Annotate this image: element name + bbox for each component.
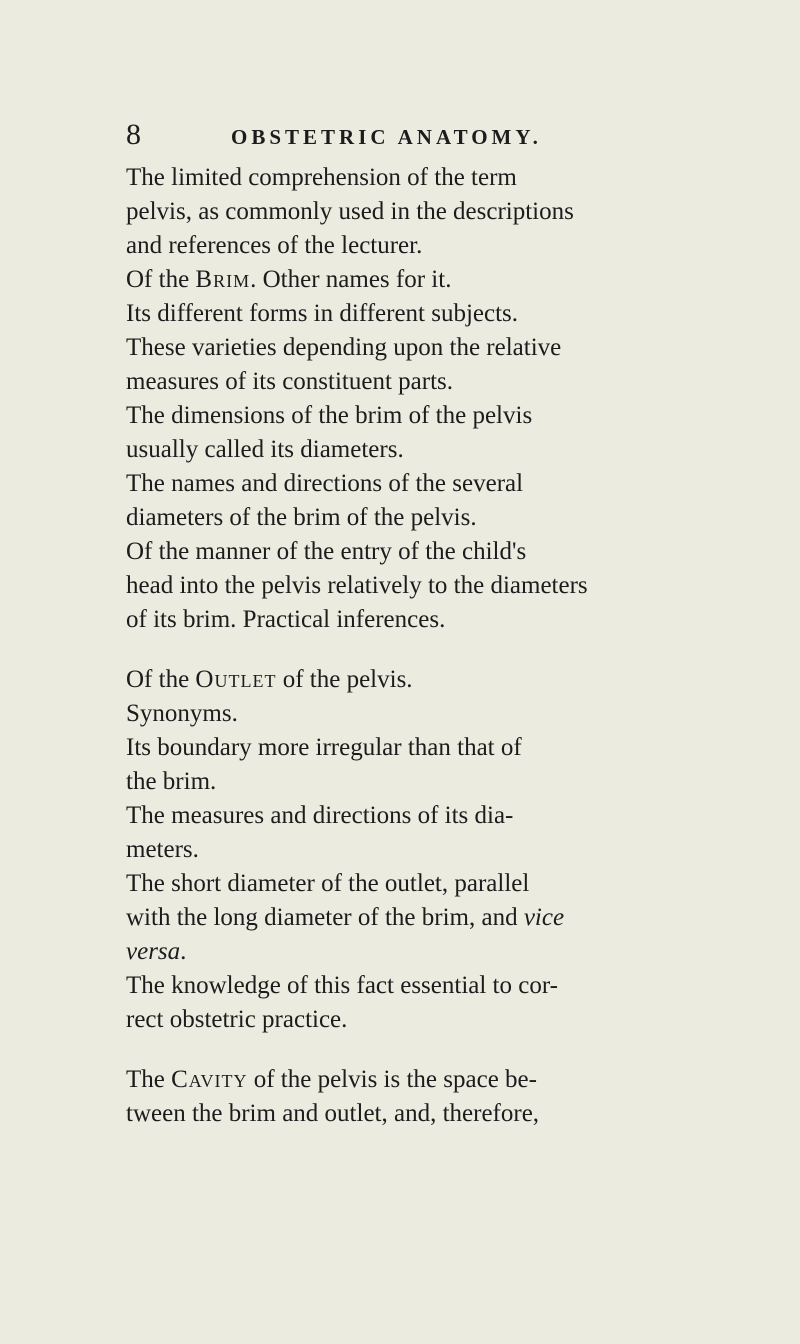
text-line: The knowledge of this fact essential to cor-	[126, 972, 558, 999]
section-term-cavity: Cavity	[171, 1066, 248, 1093]
text-line: measures of its constituent parts.	[126, 368, 454, 395]
text-line: with the long diameter of the brim, and vice	[126, 904, 565, 931]
text-line: The limited comprehension of the term	[126, 164, 517, 191]
text-line: The short diameter of the outlet, parallel	[126, 870, 530, 897]
section-term-outlet: Outlet	[195, 666, 277, 693]
page-number: 8	[126, 118, 141, 151]
text-line: Its boundary more irregular than that of	[126, 734, 522, 761]
text-line: the brim.	[126, 768, 217, 795]
italic-versa: versa	[126, 938, 181, 965]
text-line: versa.	[126, 938, 187, 965]
running-head	[126, 118, 686, 158]
text-line: usually called its diameters.	[126, 436, 404, 463]
text-line: of its brim. Practical inferences.	[126, 606, 446, 633]
text-line: head into the pelvis relatively to the diameters	[126, 572, 588, 599]
text-line: Synonyms.	[126, 700, 238, 727]
section-term-brim: Brim	[195, 266, 251, 293]
text-line: The dimensions of the brim of the pelvis	[126, 402, 533, 429]
text-line: Of the Brim. Other names for it.	[126, 266, 452, 293]
text-line: The Cavity of the pelvis is the space be-	[126, 1066, 537, 1093]
text-line: The measures and directions of its dia-	[126, 802, 514, 829]
text-line: pelvis, as commonly used in the descriptions	[126, 198, 574, 225]
text-line: Of the manner of the entry of the child's	[126, 538, 527, 565]
text-line: Its different forms in different subjects.	[126, 300, 519, 327]
text-line: These varieties depending upon the relative	[126, 334, 562, 361]
running-title: OBSTETRIC ANATOMY.	[231, 125, 542, 149]
text-line: meters.	[126, 836, 199, 863]
text-line: rect obstetric practice.	[126, 1006, 348, 1033]
text-line: tween the brim and outlet, and, therefore,	[126, 1100, 540, 1127]
text-line: The names and directions of the several	[126, 470, 524, 497]
text-line: and references of the lecturer.	[126, 232, 423, 259]
italic-vice: vice	[523, 904, 565, 931]
text-line: Of the Outlet of the pelvis.	[126, 666, 413, 693]
text-line: diameters of the brim of the pelvis.	[126, 504, 477, 531]
